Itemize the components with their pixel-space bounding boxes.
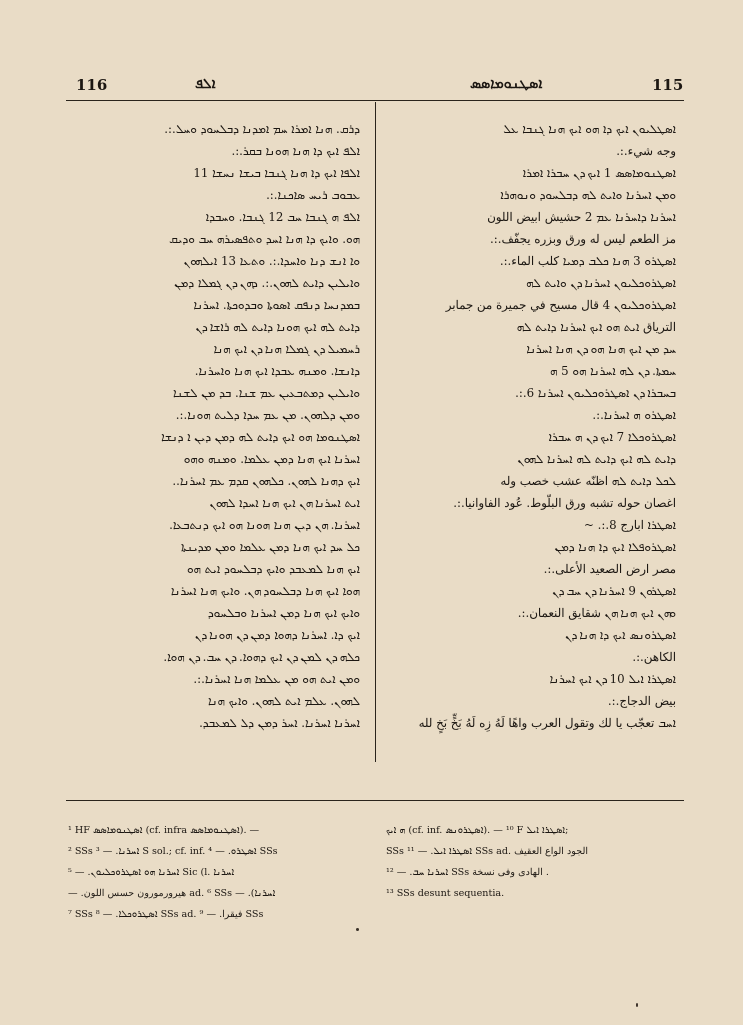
text-line: ܐܣܛܪܐ ܐܝܠ 10 ܕܢ ܐܝܟ ܐܚܪܢܐ [549,672,676,686]
text-line: ܐܝܟ ܕܗܢܐ ܠܗܘܢ. ܟܠܗܘܢ ܩܕܡ ܥܡ ܐܚܪܢܐ.. [172,474,360,488]
text-line: ܐܣܛܪܘܟܠܐ 7 ܐܝܟ ܕܢ ܗ ܚܒܪܐ [548,430,676,444]
text-line: مز الطعم ليس له ورق وبزره يجفّف.:. [490,232,676,246]
text-line: ܠܟܠ ܕܐܝܬ ܠܗ اظنّه عشب خصب وله [500,474,676,488]
text-line: ܐܣܛܪܐ ابارج 8.:. ~ [584,518,676,532]
text-line: ܐܚܪܢܐ ܐܝܟ ܗܢܐ ܕܡܢ ܥܠܡܐ. ܘܡܢܗ ܘܗܘ [183,452,360,466]
text-line: ܐܝܬ ܐܚܪܢܐ ܗܢ ܐܝܟ ܗܢܐ ܐܚܕܐ ܠܗܘܢ [209,496,360,510]
text-line: ܐܚܪܢܐ ܐܚܪܢܐ. ܐܚܪ ܕܡܢ ܕܠ ܠܡܥܒܕ. [199,716,360,730]
text-line: ܐܠܦ ܐܝܟ ܕܐ ܗܢܐ ܗܘܢܐ ܒܩܪ.:. [231,144,360,158]
text-line: ܐܚܪܢܐ. ܗܢ ܕܝܢ ܗܢܐ ܗܘܢܐ ܗܘ ܐܝܟ ܕܢܬܒܥܐ. [169,518,360,532]
footnote-line: ܐܚܪܢܐ ܚܒ. — ¹² SSs الهادى وفى نسخة . [386,867,549,878]
text-line: الكاهن.:. [632,650,676,664]
left-page-number: 116 [76,76,108,94]
paper-speck [636,1003,638,1007]
text-line: ܕܐܝܬ ܠܗ ܐܝܟ ܗܘܢܐ ܕܐܝܬ ܠܗ ܪܐܫܐ ܕܢ [195,320,360,334]
text-line: ܥܒܘܒ ܪܝܚ ܣܐܟܢܐ.:. [266,188,360,202]
text-line: ܐܠܦ ܗ ܓܢܒܐ ܚܒ 12 ܓܢܒܐ. ܘܚܒܕܐ [205,210,360,224]
text-line: ܘܡܢ ܐܝܬ ܗܘ ܡܢ ܥܠܡܐ ܗܢܐ ܐܚܪܢܐ.:. [193,672,360,686]
text-line: ܘܐ ܐܢܫ ܕܢܐ ܘܐܚܕܐ.:. ܘܬܥܐ 13 ܐܝܠܗܘܢ [183,254,360,268]
right-footnotes [386,820,681,904]
text-line: ܒܚܒܪܐ ܕܢ ܐܣܛܪܘܟܠܝܘܢ ܐܚܪܢܐ 6.:. [515,386,676,400]
text-line: ܐܣܛܪܘܢܣ ܐܝܟ ܕܐ ܗܢܐ ܕܢ [565,628,676,642]
text-line: ܐܝܟ ܗܢܐ ܠܡܥܒܕ ܘܐܝܟ ܕܒܠܚܘܕ ܐܝܬ ܗܘ [186,562,360,576]
text-line: ܚܡܬܐ. ܕܢ ܠܗ ܐܚܪܢܐ ܗܘ 5 ܗ [549,364,676,378]
text-line: ܐܣܛܪܘ ܗ ܐܚܪܢܐ.:. [592,408,676,422]
text-line: ܘܐܝܠܝܢ ܕܡܬܒܥܝܢ ܥܡ ܫܢܐ. ܒܕ ܡܢ ܠܫܢܐ [172,386,360,400]
footnote-line: ⁷ SSs ܐܣܛܪܘܟܠܐ. — ⁸ SSs ad. فيقرا. — ⁹ SSs [68,909,264,920]
text-line: ܪܚܡܝܠ ܕܢ ܓܡܠܐ ܗܢܐ ܕܢ ܐܝܟ ܗܢܐ [213,342,360,356]
text-line: ܕܐܢܫܐ. ܘܡܢܗ ܥܒܕܐ ܐܝܟ ܗܢܐ ܘܐܚܪܢܐ. [194,364,360,378]
text-line: ܟܠܗ ܕܢ ܠܡܢ ܕܢ ܐܝܟ ܕܗܘܐ. ܕܢ ܚܒ. ܕܢ ܗܘܐ. [163,650,360,664]
footnote-line: ¹³ SSs desunt sequentia. [386,888,505,899]
text-line: ܐܣܛܪܘܢ 9 ܐܚܪܢܐ ܕܢ ܚܒ ܕܢ [552,584,676,598]
text-line: ܘܡܢ ܐܚܪܢܐ ܘܐܝܬ ܠܗ ܕܒܠܚܘܕ ܘܢܘܗܪܐ [500,188,676,202]
footnote-line: ¹ HF ܐܣܛܢܘܡܐܣܣ (cf. infra ܐܣܛܢܘܡܐܣܣ). — [68,825,260,836]
text-line: ܐܣܛܠܝܘܢ ܐܝܟ ܕܐ ܗܘ ܐܝܟ ܗܢܐ ܓܢܒܐ ܥܠ [503,122,676,136]
text-line: مصر ارض الصعيد الأعلى.:. [543,562,676,576]
text-line: وجه شيء.:. [616,144,676,158]
text-line: ܐܣܛܪܘܟܠܝܘܢ 4 قال مسيح في جميرة من جمابر [445,298,676,312]
paper-speck [356,928,359,931]
header-rule [66,100,684,101]
text-line: ܐܣܛܪܘ 3 ܗܢܐ ܟܠܒ ܕܡܝܐ كلب الماء.:. [499,254,676,268]
column-divider [375,102,376,762]
text-line: ܘܐܝܠܝܢ ܕܐܝܬ ܠܗܘܢ.:. ܕܗܢ ܕܢ ܓܡܠܐ ܕܡܢ [174,276,360,290]
text-line: ܐܠܦܐ ܐܝܟ ܕܐ ܗܢܐ ܓܢܒܐ ܒܝܫܐ ܢܚܫܐ 11 [193,166,360,180]
text-line: ܐܝܟ ܕܐ. ܐܚܪܢܐ ܕܗܘܐ ܕܡܢ ܕܢ ܗܘܢܐ ܕܢ [194,628,360,642]
left-footnotes [68,820,363,925]
text-line: ܘܐܝܟ ܐܝܟ ܗܢܐ ܕܡܢ ܐܚܪܢܐ ܘܒܠܚܘܕ [207,606,360,620]
text-line: ܗܘ. ܘܐܝܟ ܕܐ ܗܢܐ ܐܚܕ ܘܬܦܣܝܪܗ ܚܒ ܘܕܝܩ [168,232,360,246]
text-line: ܐܣܛܢܘܡܐܣܣ 1 ܐܝܟ ܕܢ ܚܒܪܐ ܐܡܪܐ [522,166,676,180]
text-line: ܐܣܛܪܘܟܠܝܘܢ ܐܚܪܢܐ ܕܢ ܘܐܝܬ ܠܗ [526,276,676,290]
text-line: ܐܣܛܪܘܦܠܐ ܐܝܟ ܕܐ ܗܢܐ ܕܡܢ [554,540,676,554]
text-line: ܕܐܝܬ ܠܗ ܐܝܟ ܕܐܝܬ ܠܗ ܐܚܪܢܐ ܠܗܘܢ [517,452,676,466]
right-text-column [386,118,676,734]
footnote-line: — .هيرورمورون حسس اللون ad. ⁶ SSs — .(ܐܚܪܢܐ [68,888,276,899]
text-line: ܟܠ ܚܕ ܐܝܟ ܗܢܐ ܕܡܢ ܥܠܡܐ ܘܡܢ ܡܕܝܢܬܐ [180,540,360,554]
footnote-line: ² SSs ܐܚܪܢܐ. — ³ S sol.; cf. inf. ܐܣܛܪܘ. — ⁴ SSs [68,846,278,857]
text-line: ܠܗܘܢ. ܥܠܡ ܐܝܬ ܠܗܘܢ. ܘܐܝܟ ܗܢܐ [208,694,360,708]
footnote-line: ܐܚܪܢܐ ܗܘ ܐܣܛܪܘܟܠܝܘܢ. — ⁵ Sic (l. ܐܚܪܢܐ [68,867,235,878]
text-line: ܐܚܒ تعجّب يا لك وتقول العرب واهًا لَهُ زِه لَهُ بَخٍّ بَخٍ لله [418,716,676,730]
text-line: ܘܗܢ ܐܝܟ ܗܢܐ ܗܢ شقايق النعمان.:. [517,606,676,620]
text-line: ܘܡܢ ܕܠܗܘܢ. ܡܢ ܥܡ ܚܕܐ ܕܠܝܬ ܗܘܢܐ.:. [175,408,360,422]
text-line: ܐܚܪܢܐ ܕܐܚܪܢܐ ܥܡ 2 حشيش ابيض اللون [487,210,676,224]
right-running-title: ܐܣܛܢܘܡܐܣܣ [470,76,543,92]
footnote-line: ܗ ܐܝܟ (cf. inf. ܐܣܛܪܘܢܣ). — ¹⁰ F ܐܣܛܪܐ ܐܝܠ; [386,825,569,836]
left-text-column [70,118,360,734]
text-line: ܗܘܐ ܐܝܟ ܗܢܐ ܕܒܠܚܘܕ ܗܢ. ܘܐܝܟ ܗܢܐ ܐܚܪܢܐ [170,584,360,598]
text-line: ܚܕ ܡܢ ܐܝܟ ܗܢܐ ܗܘ ܕܢ ܗܢܐ ܐܚܪܢܐ [526,342,676,356]
footnote-line: SSs ܐܣܛܪܐ ܐܝܠ. — ¹¹ SSs ad. الجود الواع العقيف [386,846,589,857]
footnote-rule [66,800,684,801]
text-line: اغصان حوله تشبه ورق البلّوط. عُود الفاوانيا.:. [453,496,676,510]
text-line: الترياق ܐܝܬ ܗܘ ܐܝܟ ܐܚܪܢܐ ܕܐܝܬ ܠܗ [516,320,676,334]
text-line: بيض الدجاج.:. [607,694,676,708]
right-page-number: 115 [652,76,684,94]
left-running-title: ܐܠܦ [195,76,216,92]
text-line: ܐܣܛܢܘܡܐ ܗܘ ܐܝܟ ܕܐܝܬ ܠܗ ܕܡܢ ܕܝܢ ܐ ܕܢܫܐ [161,430,360,444]
text-line: ܒܡܕܢܚܐ ܕܢܦܩ ܐܣܘܬܐ ܘܒܕܘܟܬܐ. ܐܚܪܢܐ [193,298,360,312]
text-line: ܕܪܩ. ܗܢܐ ܐܡܪܐ ܚܡ ܐܡܕܢܐ ܕܒܠܚܘܕ ܘܚܠ.:. [164,122,360,136]
